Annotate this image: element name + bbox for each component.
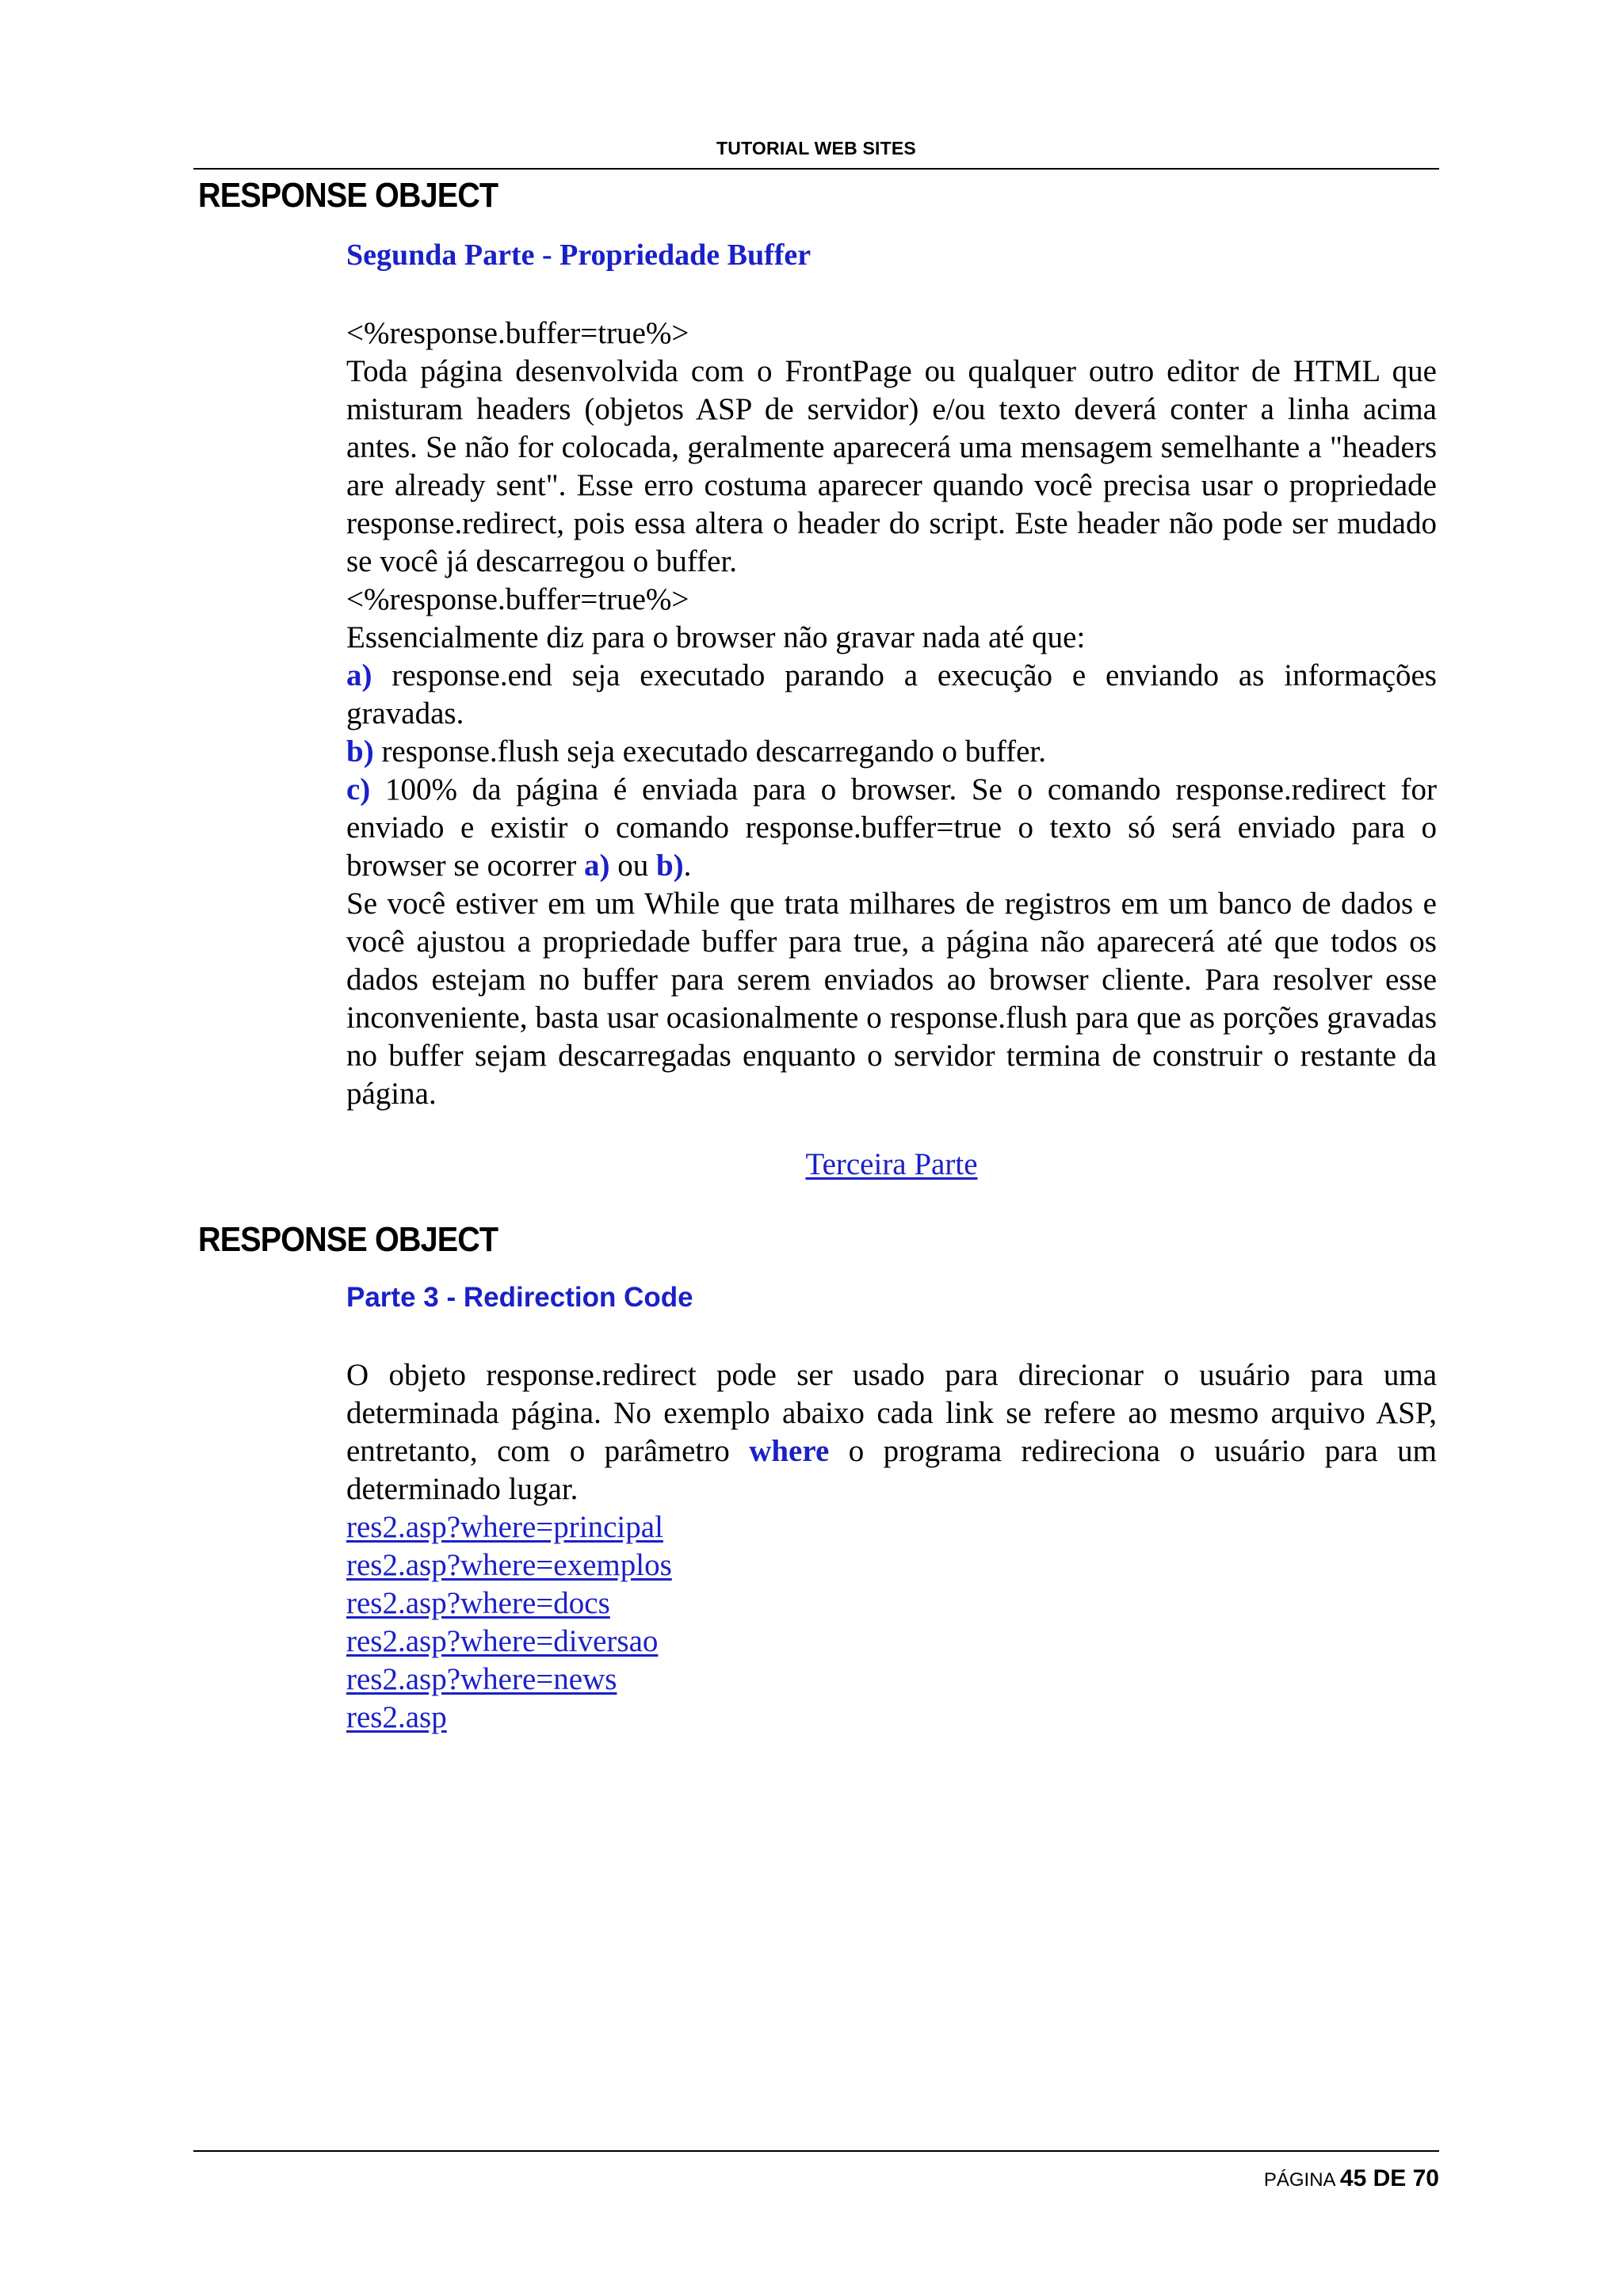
item-text: 100% da página é enviada para o browser. Se o comando response.redirect for enviado e existir o comando response.buffer=true o texto só será enviado para o browser se ocorrer: [346, 772, 1437, 883]
section-subheading: Parte 3 - Redirection Code: [346, 1282, 693, 1313]
code-line: <%response.buffer=true%>: [346, 582, 689, 616]
section-body: [346, 1356, 1437, 1737]
paragraph: [346, 1356, 1437, 1508]
current-page: 45: [1339, 2165, 1367, 2191]
page-of: DE: [1366, 2165, 1413, 2191]
item-text: ou: [609, 849, 656, 883]
list-item: [346, 1699, 1437, 1737]
page-label: PÁGINA: [1263, 2169, 1340, 2191]
paragraph-text: O objeto response.redirect pode ser usado para direcionar o usuário para uma determinada página. No exemplo abaixo cada link se refere ao mesmo arquivo ASP, entretanto, com o parâmetro: [346, 1358, 1437, 1468]
list-item: [346, 1547, 1437, 1585]
list-item: [346, 1623, 1437, 1661]
keyword: where: [749, 1434, 830, 1468]
list-item: [346, 657, 1437, 733]
list-item: [346, 1661, 1437, 1699]
item-text: .: [683, 849, 692, 883]
list-item: [346, 733, 1437, 771]
paragraph: Toda página desenvolvida com o FrontPage ou qualquer outro editor de HTML que misturam headers (objetos ASP de servidor) e/ou texto deverá conter a linha acima antes. Se não for colocada, geralmente aparecerá uma mensagem semelhante a "headers are already sent". Esse erro costuma aparecer quando você precisa usar o propriedade response.redirect, pois essa altera o header do script. Este header não pode ser mudado se você já descarregou o buffer.: [346, 354, 1437, 578]
code-line: <%response.buffer=true%>: [346, 316, 689, 350]
redirect-link-list: [346, 1508, 1437, 1737]
redirect-link-exemplos[interactable]: res2.asp?where=exemplos: [346, 1548, 672, 1582]
redirect-link-diversao[interactable]: res2.asp?where=diversao: [346, 1624, 659, 1658]
paragraph-text: o programa redireciona o usuário para um determinado lugar.: [346, 1434, 1437, 1506]
redirect-link-principal[interactable]: res2.asp?where=principal: [346, 1510, 663, 1544]
list-item: [346, 1585, 1437, 1623]
redirect-link-docs[interactable]: res2.asp?where=docs: [346, 1586, 610, 1620]
item-ref: a): [583, 849, 610, 883]
section-heading: RESPONSE OBJECT: [198, 1220, 498, 1259]
item-text: response.flush seja executado descarregando o buffer.: [373, 734, 1046, 769]
page-number: [1264, 2165, 1439, 2192]
paragraph: Se você estiver em um While que trata milhares de registros em um banco de dados e você ajustou a propriedade buffer para true, a página não aparecerá até que todos os dados estejam no buffer para serem enviados ao browser cliente. Para resolver esse inconveniente, basta usar ocasionalmente o response.flush para que as porções gravadas no buffer sejam descarregadas enquanto o servidor termina de construir o restante da página.: [346, 887, 1437, 1111]
item-label: b): [346, 734, 374, 769]
list-item: [346, 1508, 1437, 1547]
total-pages: 70: [1412, 2165, 1439, 2191]
item-label: c): [346, 772, 371, 807]
footer-rule: [193, 2150, 1439, 2152]
running-header: TUTORIAL WEB SITES: [716, 138, 916, 158]
next-part-link[interactable]: Terceira Parte: [805, 1147, 978, 1181]
redirect-link-news[interactable]: res2.asp?where=news: [346, 1662, 617, 1696]
redirect-link-default[interactable]: res2.asp: [346, 1700, 447, 1734]
section-subheading: Segunda Parte - Propriedade Buffer: [346, 238, 812, 272]
item-ref: b): [655, 849, 684, 883]
paragraph: Essencialmente diz para o browser não gravar nada até que:: [346, 620, 1086, 654]
section-heading: RESPONSE OBJECT: [198, 176, 498, 215]
header-rule: [193, 168, 1439, 170]
section-body: [346, 315, 1437, 1113]
item-label: a): [346, 658, 372, 692]
item-text: response.end seja executado parando a execução e enviando as informações gravadas.: [346, 658, 1437, 730]
list-item: [346, 771, 1437, 885]
next-part-row: [346, 1146, 1437, 1184]
